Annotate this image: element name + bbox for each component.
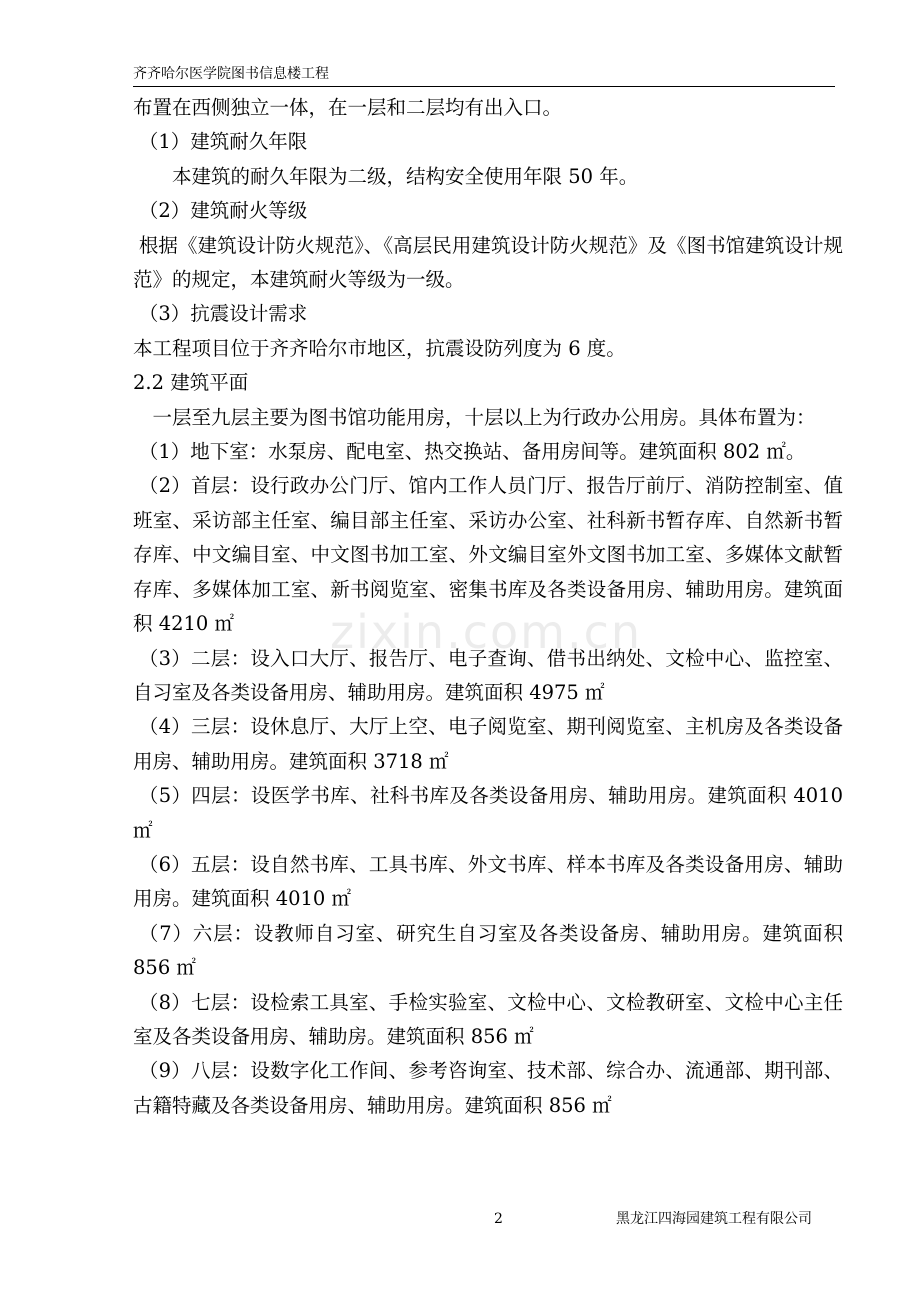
list-item: （7）六层：设教师自习室、研究生自习室及各类设备房、辅助用房。建筑面积 856 ㎡ (133, 921, 843, 980)
list-item: （3）二层：设入口大厅、报告厅、电子查询、借书出纳处、文检中心、监控室、自习室及各类设备用房、辅助用房。建筑面积 4975 ㎡ (133, 646, 843, 704)
section-heading-durability: （1）建筑耐久年限 (138, 130, 308, 154)
paragraph: 本工程项目位于齐齐哈尔市地区，抗震设防列度为 6 度。 (133, 336, 626, 360)
paragraph: 一层至九层主要为图书馆功能用房，十层以上为行政办公用房。具体布置为： (152, 405, 816, 429)
section-heading-seismic: （3）抗震设计需求 (138, 302, 308, 326)
header-title: 齐齐哈尔医学院图书信息楼工程 (133, 66, 329, 82)
watermark: zixin.com.cn (330, 605, 643, 659)
list-item: （5）四层：设医学书库、社科书库及各类设备用房、辅助用房。建筑面积 4010 ㎡ (133, 784, 843, 842)
section-heading-fire-rating: （2）建筑耐火等级 (138, 199, 308, 223)
footer-company: 黑龙江四海园建筑工程有限公司 (616, 1211, 812, 1227)
list-item: （9）八层：设数字化工作间、参考咨询室、技术部、综合办、流通部、期刊部、古籍特藏及各类设备用房、辅助用房。建筑面积 856 ㎡ (133, 1059, 843, 1117)
paragraph: 本建筑的耐久年限为二级，结构安全使用年限 50 年。 (172, 164, 639, 188)
paragraph: 布置在西侧独立一体，在一层和二层均有出入口。 (133, 96, 563, 119)
list-item: （2）首层：设行政办公门厅、馆内工作人员门厅、报告厅前厅、消防控制室、值班室、采访部主任室、编目部主任室、采访办公室、社科新书暂存库、自然新书暂存库、中文编目室、中文图书加工室、外文编目室外文图书加工室、多媒体文献暂存库、多媒体加工室、新书阅览室、密集书库及各类设备用房、辅助用房。建筑面积 4210 ㎡ (133, 474, 843, 636)
list-item: （1）地下室：水泵房、配电室、热交换站、备用房间等。建筑面积 802 ㎡。 (138, 440, 806, 464)
list-item: （4）三层：设休息厅、大厅上空、电子阅览室、期刊阅览室、主机房及各类设备用房、辅助用房。建筑面积 3718 ㎡ (133, 715, 843, 773)
page-header (133, 64, 835, 87)
section-heading-floor-plan: 2.2 建筑平面 (133, 371, 249, 395)
list-item: （8）七层：设检索工具室、手检实验室、文检中心、文检教研室、文检中心主任室及各类设备用房、辅助房。建筑面积 856 ㎡ (133, 990, 843, 1048)
page-number: 2 (494, 1211, 503, 1227)
list-item: （6）五层：设自然书库、工具书库、外文书库、样本书库及各类设备用房、辅助用房。建筑面积 4010 ㎡ (133, 852, 843, 911)
paragraph: 根据《建筑设计防火规范》、《高层民用建筑设计防火规范》及《图书馆建筑设计规范》的规定，本建筑耐火等级为一级。 (133, 233, 843, 292)
document-body (133, 91, 843, 1123)
